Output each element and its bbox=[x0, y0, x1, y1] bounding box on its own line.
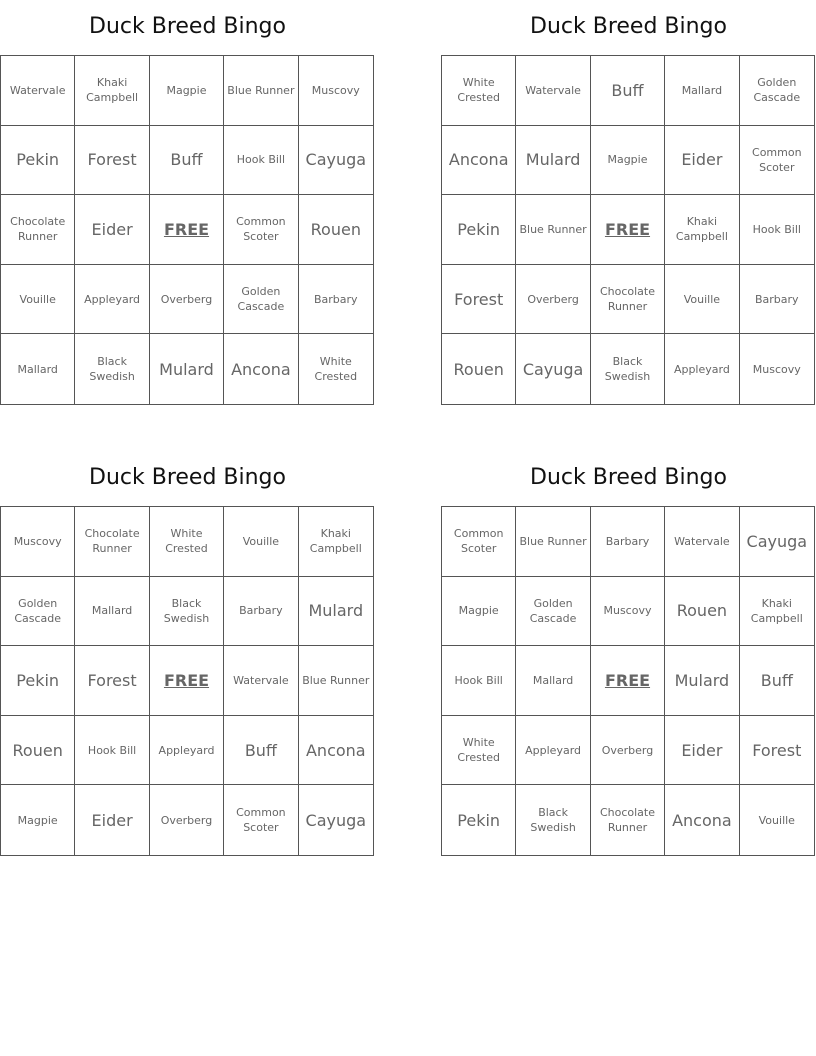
bingo-cell: Rouen bbox=[1, 716, 75, 786]
bingo-cell: Cayuga bbox=[740, 507, 814, 577]
bingo-cell: Vouille bbox=[224, 507, 298, 577]
bingo-cell: Buff bbox=[591, 56, 665, 126]
bingo-cell: Chocolate Runner bbox=[591, 785, 665, 855]
bingo-cell: Cayuga bbox=[516, 334, 590, 404]
bingo-cell: Appleyard bbox=[665, 334, 739, 404]
bingo-cell: Muscovy bbox=[299, 56, 373, 126]
bingo-cell: Blue Runner bbox=[224, 56, 298, 126]
bingo-grid bbox=[0, 55, 374, 405]
bingo-cell: Cayuga bbox=[299, 126, 373, 196]
bingo-card-4 bbox=[441, 451, 816, 835]
bingo-cell: Overberg bbox=[591, 716, 665, 786]
bingo-cell: Mallard bbox=[516, 646, 590, 716]
bingo-cell: Mallard bbox=[665, 56, 739, 126]
bingo-cell: Ancona bbox=[442, 126, 516, 196]
bingo-cell: Pekin bbox=[1, 126, 75, 196]
bingo-cell: Eider bbox=[665, 716, 739, 786]
bingo-cell: Vouille bbox=[665, 265, 739, 335]
bingo-cell: Golden Cascade bbox=[224, 265, 298, 335]
bingo-cell: Vouille bbox=[758, 813, 795, 827]
bingo-cell: Vouille bbox=[1, 265, 75, 335]
bingo-cell: Appleyard bbox=[75, 265, 149, 335]
bingo-cell: Buff bbox=[150, 126, 224, 196]
bingo-cell: Buff bbox=[740, 646, 814, 716]
free-space: FREE bbox=[150, 195, 224, 265]
bingo-cell: Mulard bbox=[665, 646, 739, 716]
bingo-cell: Overberg bbox=[150, 785, 224, 855]
bingo-cell: Eider bbox=[665, 126, 739, 196]
bingo-cell: Khaki Campbell bbox=[740, 577, 814, 647]
bingo-cell: Khaki Campbell bbox=[299, 507, 373, 577]
bingo-card-2 bbox=[441, 0, 816, 384]
bingo-cell: Golden Cascade bbox=[516, 577, 590, 647]
free-space: FREE bbox=[591, 195, 665, 265]
free-space: FREE bbox=[150, 646, 224, 716]
bingo-cell: Watervale bbox=[224, 646, 298, 716]
bingo-cell: Muscovy bbox=[1, 507, 75, 577]
bingo-cell: Hook Bill bbox=[224, 126, 298, 196]
bingo-cell: Black Swedish bbox=[516, 785, 590, 855]
card-title: Duck Breed Bingo bbox=[89, 465, 286, 490]
bingo-cell: Blue Runner bbox=[516, 195, 590, 265]
bingo-cell: Rouen bbox=[299, 195, 373, 265]
bingo-cell: Mulard bbox=[150, 334, 224, 404]
bingo-cell: Pekin bbox=[442, 195, 516, 265]
bingo-cell: Common Scoter bbox=[740, 126, 814, 196]
bingo-cell: Barbary bbox=[299, 265, 373, 335]
bingo-cell: Buff bbox=[224, 716, 298, 786]
bingo-cell: Magpie bbox=[1, 785, 75, 855]
bingo-cell: Mallard bbox=[75, 577, 149, 647]
bingo-cell: Eider bbox=[75, 785, 149, 855]
bingo-cell: Rouen bbox=[665, 577, 739, 647]
bingo-cell: Pekin bbox=[442, 785, 516, 855]
bingo-cell: Khaki Campbell bbox=[665, 195, 739, 265]
bingo-cell: Golden Cascade bbox=[1, 577, 75, 647]
bingo-card-1 bbox=[0, 0, 375, 384]
bingo-cell: Forest bbox=[75, 646, 149, 716]
bingo-grid bbox=[441, 506, 815, 856]
bingo-cell: Muscovy bbox=[591, 577, 665, 647]
bingo-cell: Muscovy bbox=[752, 362, 801, 376]
bingo-cell: Magpie bbox=[442, 577, 516, 647]
bingo-cell: Common Scoter bbox=[224, 785, 298, 855]
bingo-cell: Forest bbox=[740, 716, 814, 786]
bingo-cell: Pekin bbox=[1, 646, 75, 716]
bingo-cell: Appleyard bbox=[516, 716, 590, 786]
bingo-cell: Black Swedish bbox=[591, 334, 665, 404]
bingo-cell: Blue Runner bbox=[299, 646, 373, 716]
bingo-cell: Common Scoter bbox=[224, 195, 298, 265]
bingo-cell: Hook Bill bbox=[442, 646, 516, 716]
bingo-cell: White Crested bbox=[314, 355, 358, 384]
bingo-cell: Chocolate Runner bbox=[1, 195, 75, 265]
bingo-cell: Chocolate Runner bbox=[75, 507, 149, 577]
bingo-cell: White Crested bbox=[442, 716, 516, 786]
card-title: Duck Breed Bingo bbox=[530, 465, 727, 490]
bingo-cell: Black Swedish bbox=[75, 334, 149, 404]
bingo-cell: Mallard bbox=[1, 334, 75, 404]
bingo-cell: White Crested bbox=[442, 56, 516, 126]
bingo-cell: Golden Cascade bbox=[740, 56, 814, 126]
bingo-cell: Forest bbox=[442, 265, 516, 335]
bingo-cell: Rouen bbox=[442, 334, 516, 404]
card-title: Duck Breed Bingo bbox=[530, 14, 727, 39]
bingo-cell: Ancona bbox=[665, 785, 739, 855]
bingo-cell: Cayuga bbox=[305, 810, 367, 830]
bingo-grid bbox=[441, 55, 815, 405]
bingo-cell: Common Scoter bbox=[442, 507, 516, 577]
bingo-cell: Barbary bbox=[591, 507, 665, 577]
bingo-cell: Mulard bbox=[299, 577, 373, 647]
bingo-cell: Blue Runner bbox=[516, 507, 590, 577]
bingo-cell: Barbary bbox=[740, 265, 814, 335]
bingo-cell: Magpie bbox=[150, 56, 224, 126]
bingo-cell: Watervale bbox=[665, 507, 739, 577]
bingo-cell: White Crested bbox=[150, 507, 224, 577]
bingo-grid bbox=[0, 506, 374, 856]
bingo-cell: Khaki Campbell bbox=[75, 56, 149, 126]
bingo-cell: Chocolate Runner bbox=[591, 265, 665, 335]
bingo-cell: Hook Bill bbox=[740, 195, 814, 265]
bingo-cell: Overberg bbox=[150, 265, 224, 335]
bingo-cell: Black Swedish bbox=[150, 577, 224, 647]
bingo-cell: Forest bbox=[75, 126, 149, 196]
bingo-cell: Magpie bbox=[591, 126, 665, 196]
bingo-cell: Hook Bill bbox=[75, 716, 149, 786]
bingo-cell: Overberg bbox=[516, 265, 590, 335]
bingo-cell: Watervale bbox=[1, 56, 75, 126]
bingo-cell: Watervale bbox=[516, 56, 590, 126]
bingo-cell: Ancona bbox=[224, 334, 298, 404]
bingo-cell: Appleyard bbox=[150, 716, 224, 786]
bingo-cell: Barbary bbox=[224, 577, 298, 647]
card-title: Duck Breed Bingo bbox=[89, 14, 286, 39]
bingo-cell: Ancona bbox=[299, 716, 373, 786]
bingo-card-3 bbox=[0, 451, 375, 835]
free-space: FREE bbox=[591, 646, 665, 716]
bingo-cell: Mulard bbox=[516, 126, 590, 196]
bingo-cell: Eider bbox=[75, 195, 149, 265]
